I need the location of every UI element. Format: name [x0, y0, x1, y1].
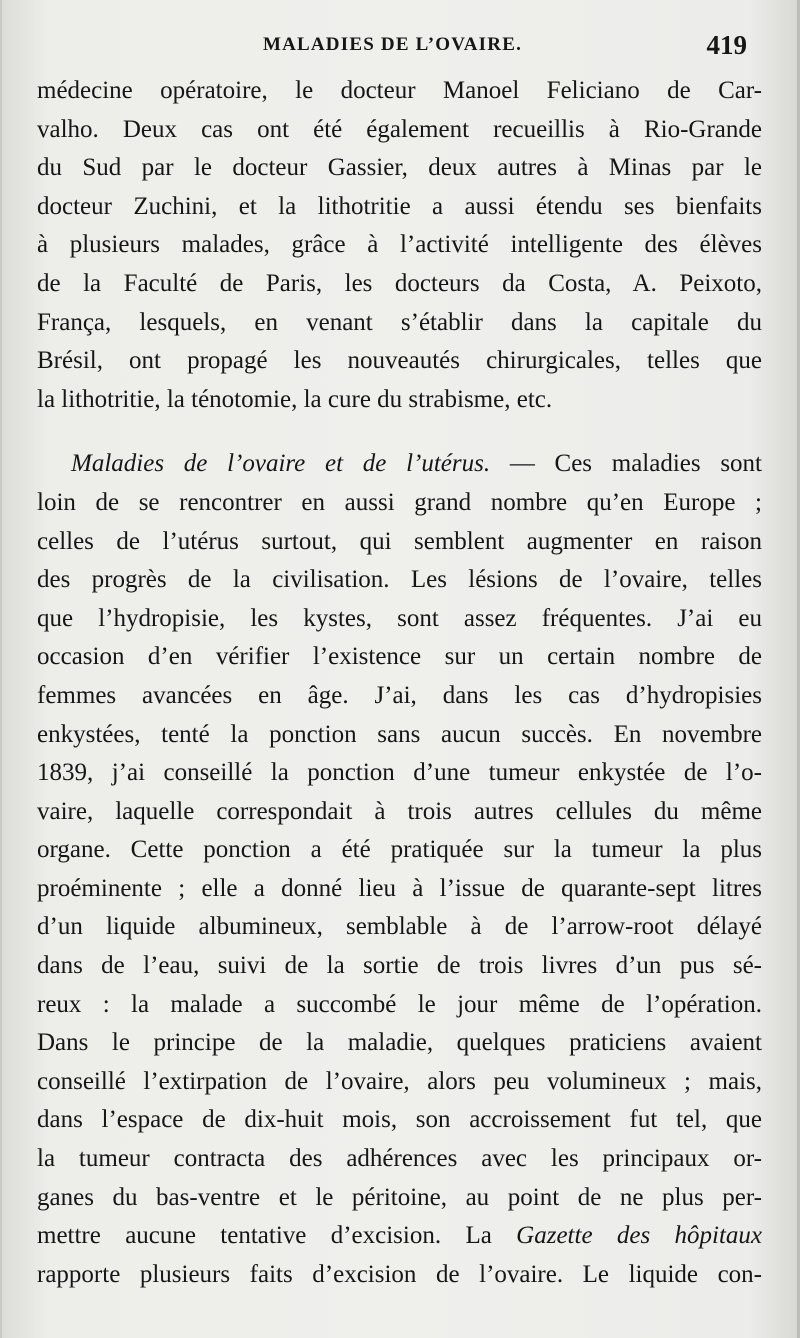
- journal-title: Gazette des hôpitaux: [516, 1222, 763, 1250]
- text-line: la tumeur contracta des adhérences avec les principaux or-: [37, 1145, 762, 1173]
- paragraph-gap: [37, 419, 762, 445]
- text-line: que l’hydropisie, les kystes, sont assez fréquentes. J’ai eu: [37, 604, 762, 632]
- text-segment: La: [465, 1222, 492, 1250]
- text-line: 1839, j’ai conseillé la ponction d’une tumeur enkystée de l’o-: [37, 759, 762, 787]
- section-first-line-text: — Ces maladies sont: [509, 450, 762, 478]
- text-line: ganes du bas-ventre et le péritoine, au point de ne plus per-: [37, 1183, 762, 1211]
- body-text: [37, 72, 762, 1294]
- text-line: médecine opératoire, le docteur Manoel Feliciano de Car-: [37, 77, 762, 104]
- section-heading: Maladies de l’ovaire et de l’utérus.: [71, 450, 491, 478]
- running-header: [38, 30, 747, 64]
- text-line: valho. Deux cas ont été également recueillis à Rio-Grande: [37, 115, 762, 143]
- running-title: MALADIES DE L’OVAIRE.: [262, 34, 523, 55]
- text-line: enkystées, tenté la ponction sans aucun succès. En novembre: [37, 720, 762, 748]
- text-line: celles de l’utérus surtout, qui semblent augmenter en raison: [37, 527, 762, 555]
- text-line: organe. Cette ponction a été pratiquée sur la tumeur la plus: [37, 836, 762, 864]
- text-line: dans de l’eau, suivi de la sortie de trois livres d’un pus sé-: [37, 952, 762, 980]
- text-line: de la Faculté de Paris, les docteurs da Costa, A. Peixoto,: [37, 269, 762, 297]
- text-line: du Sud par le docteur Gassier, deux autres à Minas par le: [37, 154, 762, 182]
- text-line: la lithotritie, la ténotomie, la cure du strabisme, etc.: [37, 385, 553, 413]
- text-line: vaire, laquelle correspondait à trois autres cellules du même: [37, 797, 762, 825]
- journal-reference-line: [37, 1217, 762, 1256]
- page-number: 419: [706, 30, 747, 60]
- text-line: occasion d’en vérifier l’existence sur un certain nombre de: [37, 643, 762, 671]
- text-line: des progrès de la civilisation. Les lésions de l’ovaire, telles: [37, 566, 762, 594]
- text-line: Brésil, ont propagé les nouveautés chirurgicales, telles que: [37, 347, 762, 375]
- text-line: Dans le principe de la maladie, quelques praticiens avaient: [37, 1029, 762, 1057]
- text-line: rapporte plusieurs faits d’excision de l’ovaire. Le liquide con-: [37, 1260, 762, 1288]
- text-line: d’un liquide albumineux, semblable à de l’arrow-root délayé: [37, 913, 762, 941]
- text-line: proéminente ; elle a donné lieu à l’issue de quarante-sept litres: [37, 874, 762, 902]
- text-line: reux : la malade a succombé le jour même de l’opération.: [37, 990, 762, 1018]
- text-segment: mettre aucune tentative d’excision.: [37, 1222, 442, 1250]
- text-line: femmes avancées en âge. J’ai, dans les cas d’hydropisies: [37, 681, 762, 709]
- text-line: docteur Zuchini, et la lithotritie a aussi étendu ses bienfaits: [37, 192, 762, 220]
- text-line: dans l’espace de dix-huit mois, son accroissement fut tel, que: [37, 1106, 762, 1134]
- text-line: França, lesquels, en venant s’établir dans la capitale du: [37, 308, 762, 336]
- text-line: conseillé l’extirpation de l’ovaire, alors peu volumineux ; mais,: [37, 1067, 762, 1095]
- text-line: à plusieurs malades, grâce à l’activité intelligente des élèves: [37, 231, 762, 259]
- section-first-line: [37, 445, 762, 484]
- text-line: loin de se rencontrer en aussi grand nombre qu’en Europe ;: [37, 488, 762, 516]
